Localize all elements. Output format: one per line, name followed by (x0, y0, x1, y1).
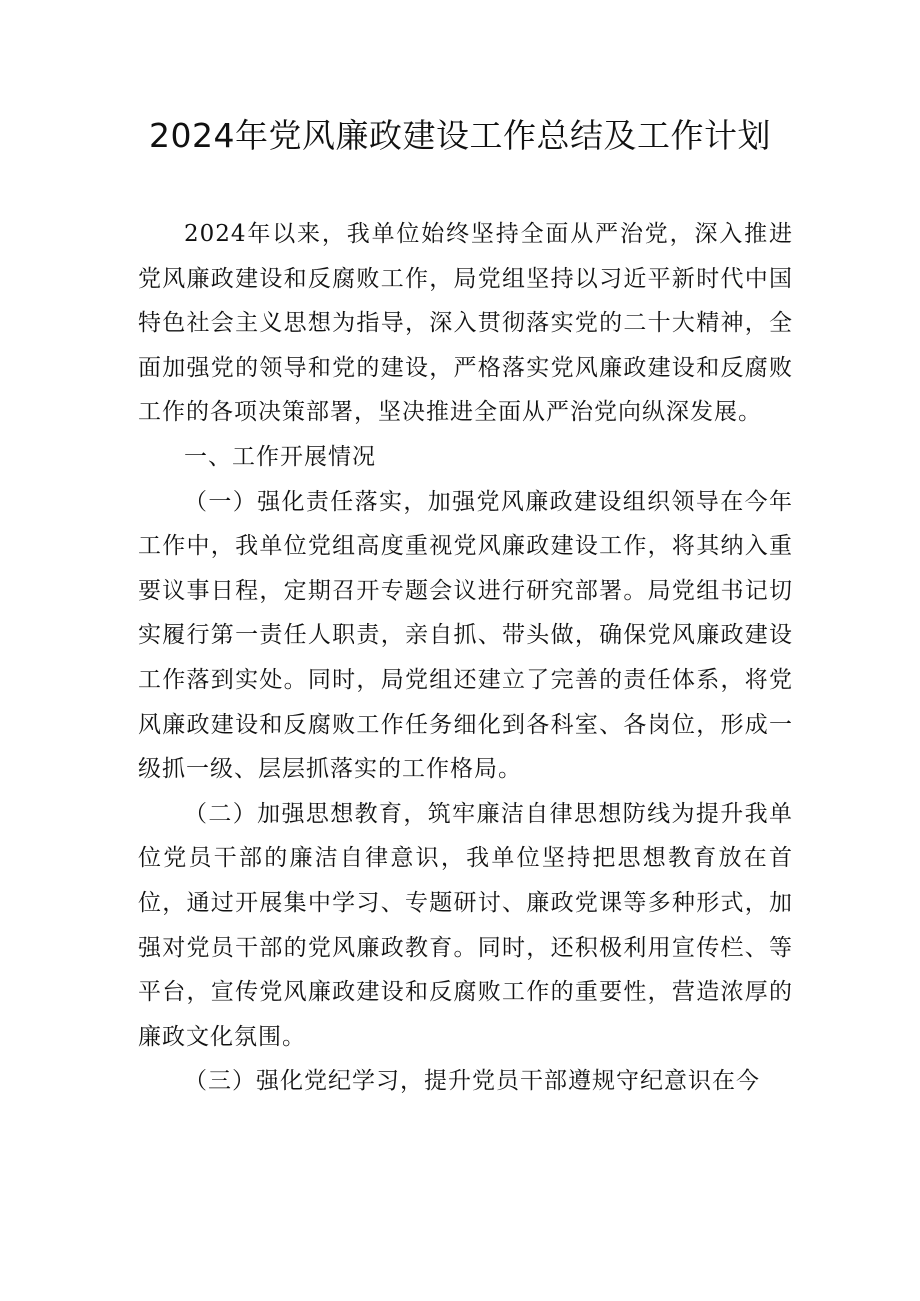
section-heading-1: 一、工作开展情况 (184, 443, 376, 470)
paragraph-item-2: （二）加强思想教育，筑牢廉洁自律思想防线为提升我单位党员干部的廉洁自律意识，我单位坚持把思想教育放在首位，通过开展集中学习、专题研讨、廉政党课等多种形式，加强对党员干部的党风廉政教育。同时，还积极利用宣传栏、等平台，宣传党风廉政建设和反腐败工作的重要性，营造浓厚的廉政文化氛围。 (138, 800, 793, 1050)
document-title: 2024年党风廉政建设工作总结及工作计划 (149, 116, 771, 155)
paragraph-intro: 2024年以来，我单位始终坚持全面从严治党，深入推进党风廉政建设和反腐败工作，局党组坚持以习近平新时代中国特色社会主义思想为指导，深入贯彻落实党的二十大精神，全面加强党的领导和党的建设，严格落实党风廉政建设和反腐败工作的各项决策部署，坚决推进全面从严治党向纵深发展。 (138, 221, 793, 426)
paragraph-item-3: （三）强化党纪学习，提升党员干部遵规守纪意识在今 (184, 1068, 760, 1095)
document-body (138, 212, 793, 1104)
paragraph-item-1: （一）强化责任落实，加强党风廉政建设组织领导在今年工作中，我单位党组高度重视党风廉政建设工作，将其纳入重要议事日程，定期召开专题会议进行研究部署。局党组书记切实履行第一责任人职责，亲自抓、带头做，确保党风廉政建设工作落到实处。同时，局党组还建立了完善的责任体系，将党风廉政建设和反腐败工作任务细化到各科室、各岗位，形成一级抓一级、层层抓落实的工作格局。 (138, 488, 793, 783)
